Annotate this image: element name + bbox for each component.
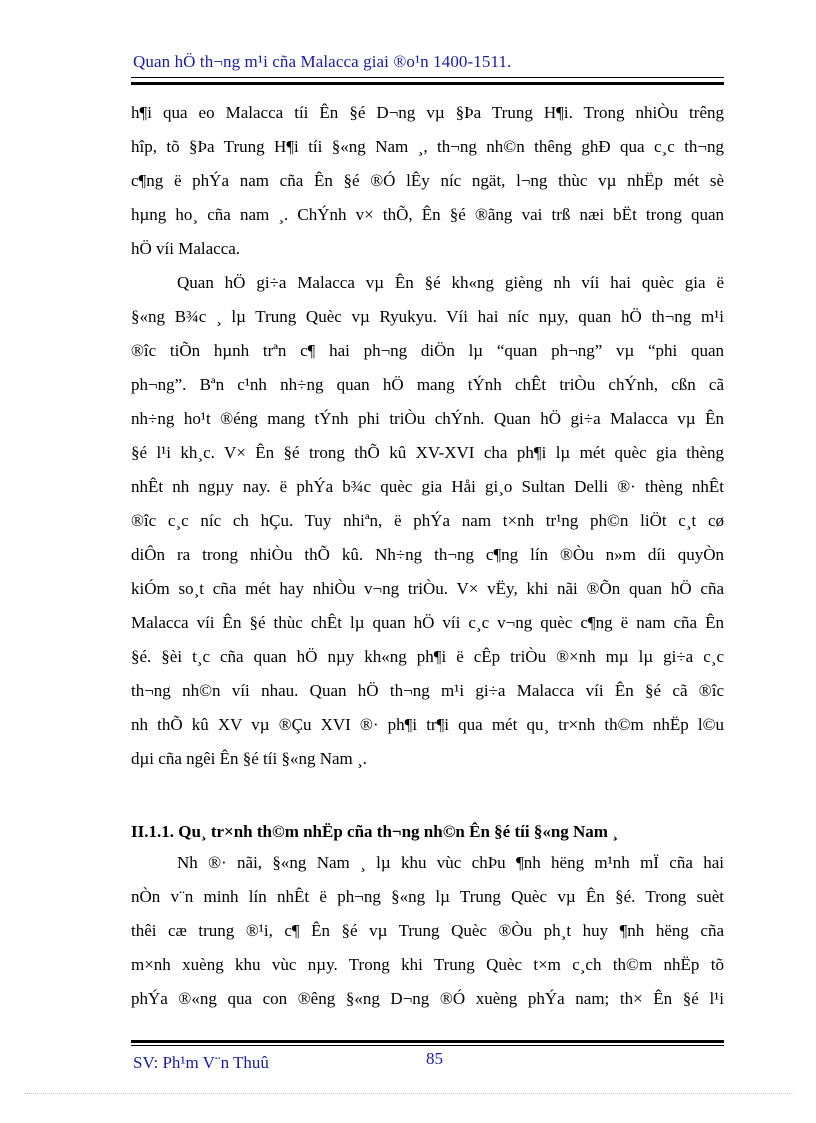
body-line: hµng ho¸ cña nam ¸. ChÝnh v× thÕ, Ên §é ®ãng vai trß næi bËt trong quan [131, 205, 724, 224]
body-line: h¶i qua eo Malacca tíi Ên §é D¬ng vµ §Þa Trung H¶i. Trong nhiÒu trêng [131, 103, 724, 122]
header-rule-thin [131, 77, 724, 78]
body-line: ph¬ng”. Bªn c¹nh nh÷ng quan hÖ mang tÝnh chÊt triÒu chÝnh, cßn cã [131, 375, 724, 394]
body-line: §é l¹i kh¸c. V× Ên §é trong thÕ kû XV-XVI cha ph¶i lµ mét quèc gia thèng [131, 443, 724, 462]
section-heading: II.1.1. Qu¸ tr×nh th©m nhËp cña th¬ng nh©n Ên §é tíi §«ng Nam ¸ [131, 822, 618, 841]
running-header-title: Quan hÖ th¬ng m¹i cña Malacca giai ®o¹n 1400-1511. [133, 52, 512, 71]
body-line: diÔn ra trong nhiÒu thÕ kû. Nh÷ng th¬ng c¶ng lín ®Òu n»m díi quyÒn [131, 545, 724, 564]
body-line: hÖ víi Malacca. [131, 239, 241, 258]
body-line: nh thÕ kû XV vµ ®Çu XVI ®· ph¶i tr¶i qua mét qu¸ tr×nh th©m nhËp l©u [131, 715, 724, 734]
footer-author: SV: Ph¹m V¨n Thuû [133, 1053, 269, 1072]
body-line: Nh ®· nãi, §«ng Nam ¸ lµ khu vùc chÞu ¶nh hëng m¹nh mÏ cña hai [177, 853, 724, 872]
body-line: hîp, tõ §Þa Trung H¶i tíi §«ng Nam ¸, th¬ng nh©n thêng ghÐ qua c¸c th¬ng [131, 137, 724, 156]
page-edge-divider [24, 1093, 794, 1094]
body-line: thêi cæ trung ®¹i, c¶ Ên §é vµ Trung Quèc ®Òu ph¸t huy ¶nh hëng cña [131, 921, 724, 940]
footer-rule-thin [131, 1045, 724, 1046]
body-line: Malacca víi Ên §é thùc chÊt lµ quan hÖ víi c¸c v¬ng quèc c¶ng ë nam cña Ên [131, 613, 724, 632]
page-number: 85 [426, 1049, 443, 1068]
body-line: Quan hÖ gi÷a Malacca vµ Ên §é kh«ng gièng nh víi hai quèc gia ë [177, 273, 724, 292]
header-rule-thick [131, 82, 724, 85]
body-line: ®îc c¸c níc ch hÇu. Tuy nhiªn, ë phÝa nam t×nh tr¹ng ph©n liÖt c¸t cø [131, 511, 724, 530]
body-line: nÒn v¨n minh lín nhÊt ë ph¬ng §«ng lµ Trung Quèc vµ Ên §é. Trong suèt [131, 887, 724, 906]
body-line: dµi cña ngêi Ên §é tíi §«ng Nam ¸. [131, 749, 367, 768]
body-line: c¶ng ë phÝa nam cña Ên §é ®Ó lÊy níc ngät, l¬ng thùc vµ nhËp mét sè [131, 171, 724, 190]
body-line: §«ng B¾c ¸ lµ Trung Quèc vµ Ryukyu. Víi hai níc nµy, quan hÖ th¬ng m¹i [131, 307, 724, 326]
body-line: phÝa ®«ng qua con ®êng §«ng D¬ng ®Ó xuèng phÝa nam; th× Ên §é l¹i [131, 989, 724, 1008]
body-line: m×nh xuèng khu vùc nµy. Trong khi Trung Quèc t×m c¸ch th©m nhËp tõ [131, 955, 724, 974]
body-line: th¬ng nh©n víi nhau. Quan hÖ th¬ng m¹i gi÷a Malacca víi Ên §é cã ®îc [131, 681, 724, 700]
body-line: §é. §èi t¸c cña quan hÖ nµy kh«ng ph¶i ë cÊp triÒu ®×nh mµ lµ gi÷a c¸c [131, 647, 724, 666]
footer-rule-thick [131, 1040, 724, 1043]
body-line: kiÓm so¸t cña mét hay nhiÒu v¬ng triÒu. V× vËy, khi nãi ®Õn quan hÖ cña [131, 579, 724, 598]
body-line: nhÊt nh ngµy nay. ë phÝa b¾c quèc gia Håi gi¸o Sultan Delli ®· thèng nhÊt [131, 477, 724, 496]
body-line: nh÷ng ho¹t ®éng mang tÝnh phi triÒu chÝnh. Quan hÖ gi÷a Malacca vµ Ên [131, 409, 724, 428]
body-line: ®îc tiÕn hµnh trªn c¶ hai ph¬ng diÖn lµ “quan ph¬ng” vµ “phi quan [131, 341, 724, 360]
